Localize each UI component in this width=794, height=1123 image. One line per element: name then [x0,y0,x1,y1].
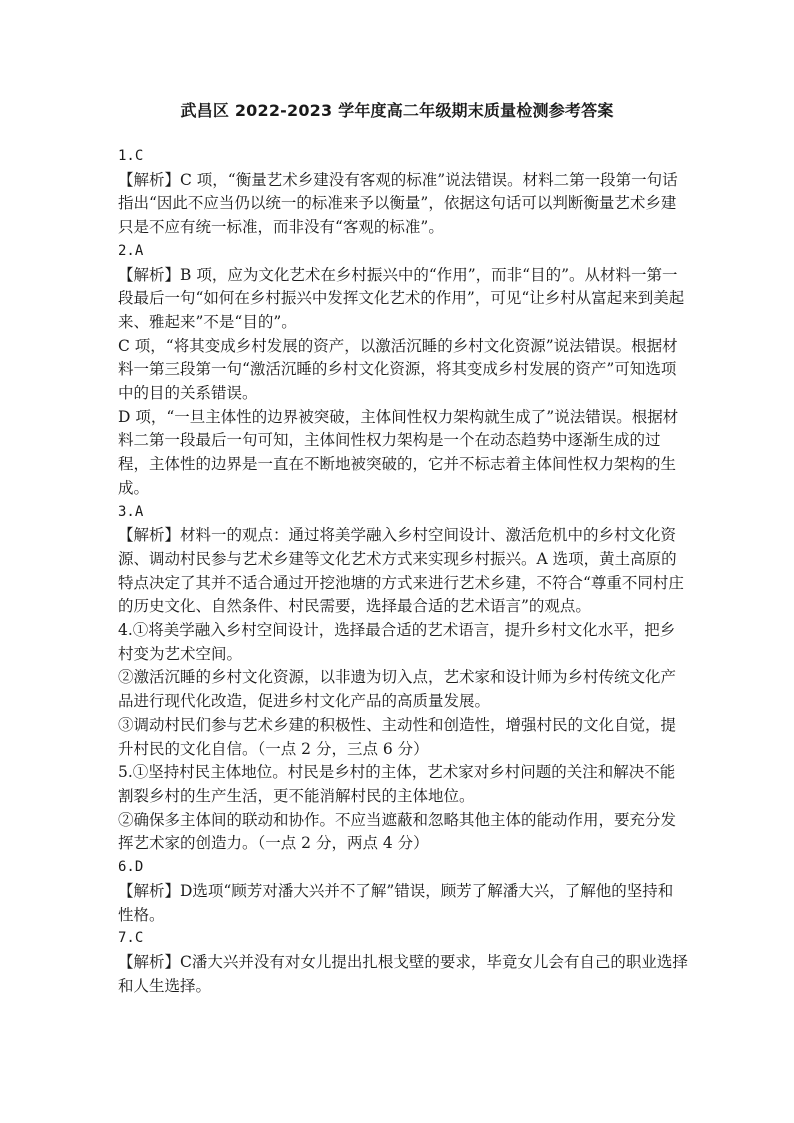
answer-2-analysis-d: D 项，“一旦主体性的边界被突破，主体间性权力架构就生成了”说法错误。根据材料二第一段最后一句可知，主体间性权力架构是一个在动态趋势中逐渐生成的过程，主体性的边界是一直在不断地被突破的，它并不标志着主体间性权力架构的生成。 [118,407,679,497]
answer-5-point-2: ②确保多主体间的联动和协作。不应当遮蔽和忽略其他主体的能动作用，要充分发挥艺术家的创造力。（一点 2 分，两点 4 分） [118,810,677,853]
answer-1-analysis: 【解析】C 项，“衡量艺术乡建没有客观的标准”说法错误。材料二第一段第一句话指出“因此不应当仍以统一的标准来予以衡量”，依据这句话可以判断衡量艺术乡建只是不应有统一标准，而非没有“客观的标准”。 [118,170,678,237]
answer-number-2: 2.A [118,242,144,259]
answer-4-point-1: 4.①将美学融入乡村空间设计，选择最合适的艺术语言，提升乡村文化水平，把乡村变为艺术空间。 [118,621,676,663]
answer-4-point-3: ③调动村民们参与艺术乡建的积极性、主动性和创造性，增强村民的文化自觉，提升村民的文化自信。（一点 2 分，三点 6 分） [118,715,677,758]
answer-2-analysis-b: 【解析】B 项，应为文化艺术在乡村振兴中的“作用”，而非“目的”。从材料一第一段最后一句“如何在乡村振兴中发挥文化艺术的作用”，可见“让乡村从富起来到美起来、雅起来”不是“目的”。 [118,265,685,331]
answer-number-1: 1.C [118,148,144,164]
answer-number-3: 3.A [118,503,144,520]
answer-7-analysis: 【解析】C潘大兴并没有对女儿提出扎根戈壁的要求，毕竟女儿会有自己的职业选择和人生选择。 [118,952,688,995]
answer-5-point-1: 5.①坚持村民主体地位。村民是乡村的主体，艺术家对乡村问题的关注和解决不能割裂乡村的生产生活，更不能消解村民的主体地位。 [118,763,676,805]
answer-number-6: 6.D [118,859,144,876]
document-title: 武昌区 2022-2023 学年度高二年级期末质量检测参考答案 [180,101,614,120]
answer-3-analysis: 【解析】材料一的观点：通过将美学融入乡村空间设计、激活危机中的乡村文化资源、调动村民参与艺术乡建等文化艺术方式来实现乡村振兴。A 选项，黄土高原的特点决定了其并不适合通过开挖池塘的方式来进行艺术乡建，不符合“尊重不同村庄的历史文化、自然条件、村民需要，选择最合适的艺术语言”的观点。 [118,526,684,616]
answer-2-analysis-c: C 项，“将其变成乡村发展的资产，以激活沉睡的乡村文化资源”说法错误。根据材料一第三段第一句“激活沉睡的乡村文化资源，将其变成乡村发展的资产”可知选项中的目的关系错误。 [118,336,678,403]
answer-content [118,145,688,998]
answer-4-point-2: ②激活沉睡的乡村文化资源，以非遗为切入点，艺术家和设计师为乡村传统文化产品进行现代化改造，促进乡村文化产品的高质量发展。 [118,668,677,711]
answer-number-7: 7.C [118,930,144,947]
answer-6-analysis: 【解析】D选项“顾芳对潘大兴并不了解”错误，顾芳了解潘大兴，了解他的坚持和性格。 [118,881,674,924]
